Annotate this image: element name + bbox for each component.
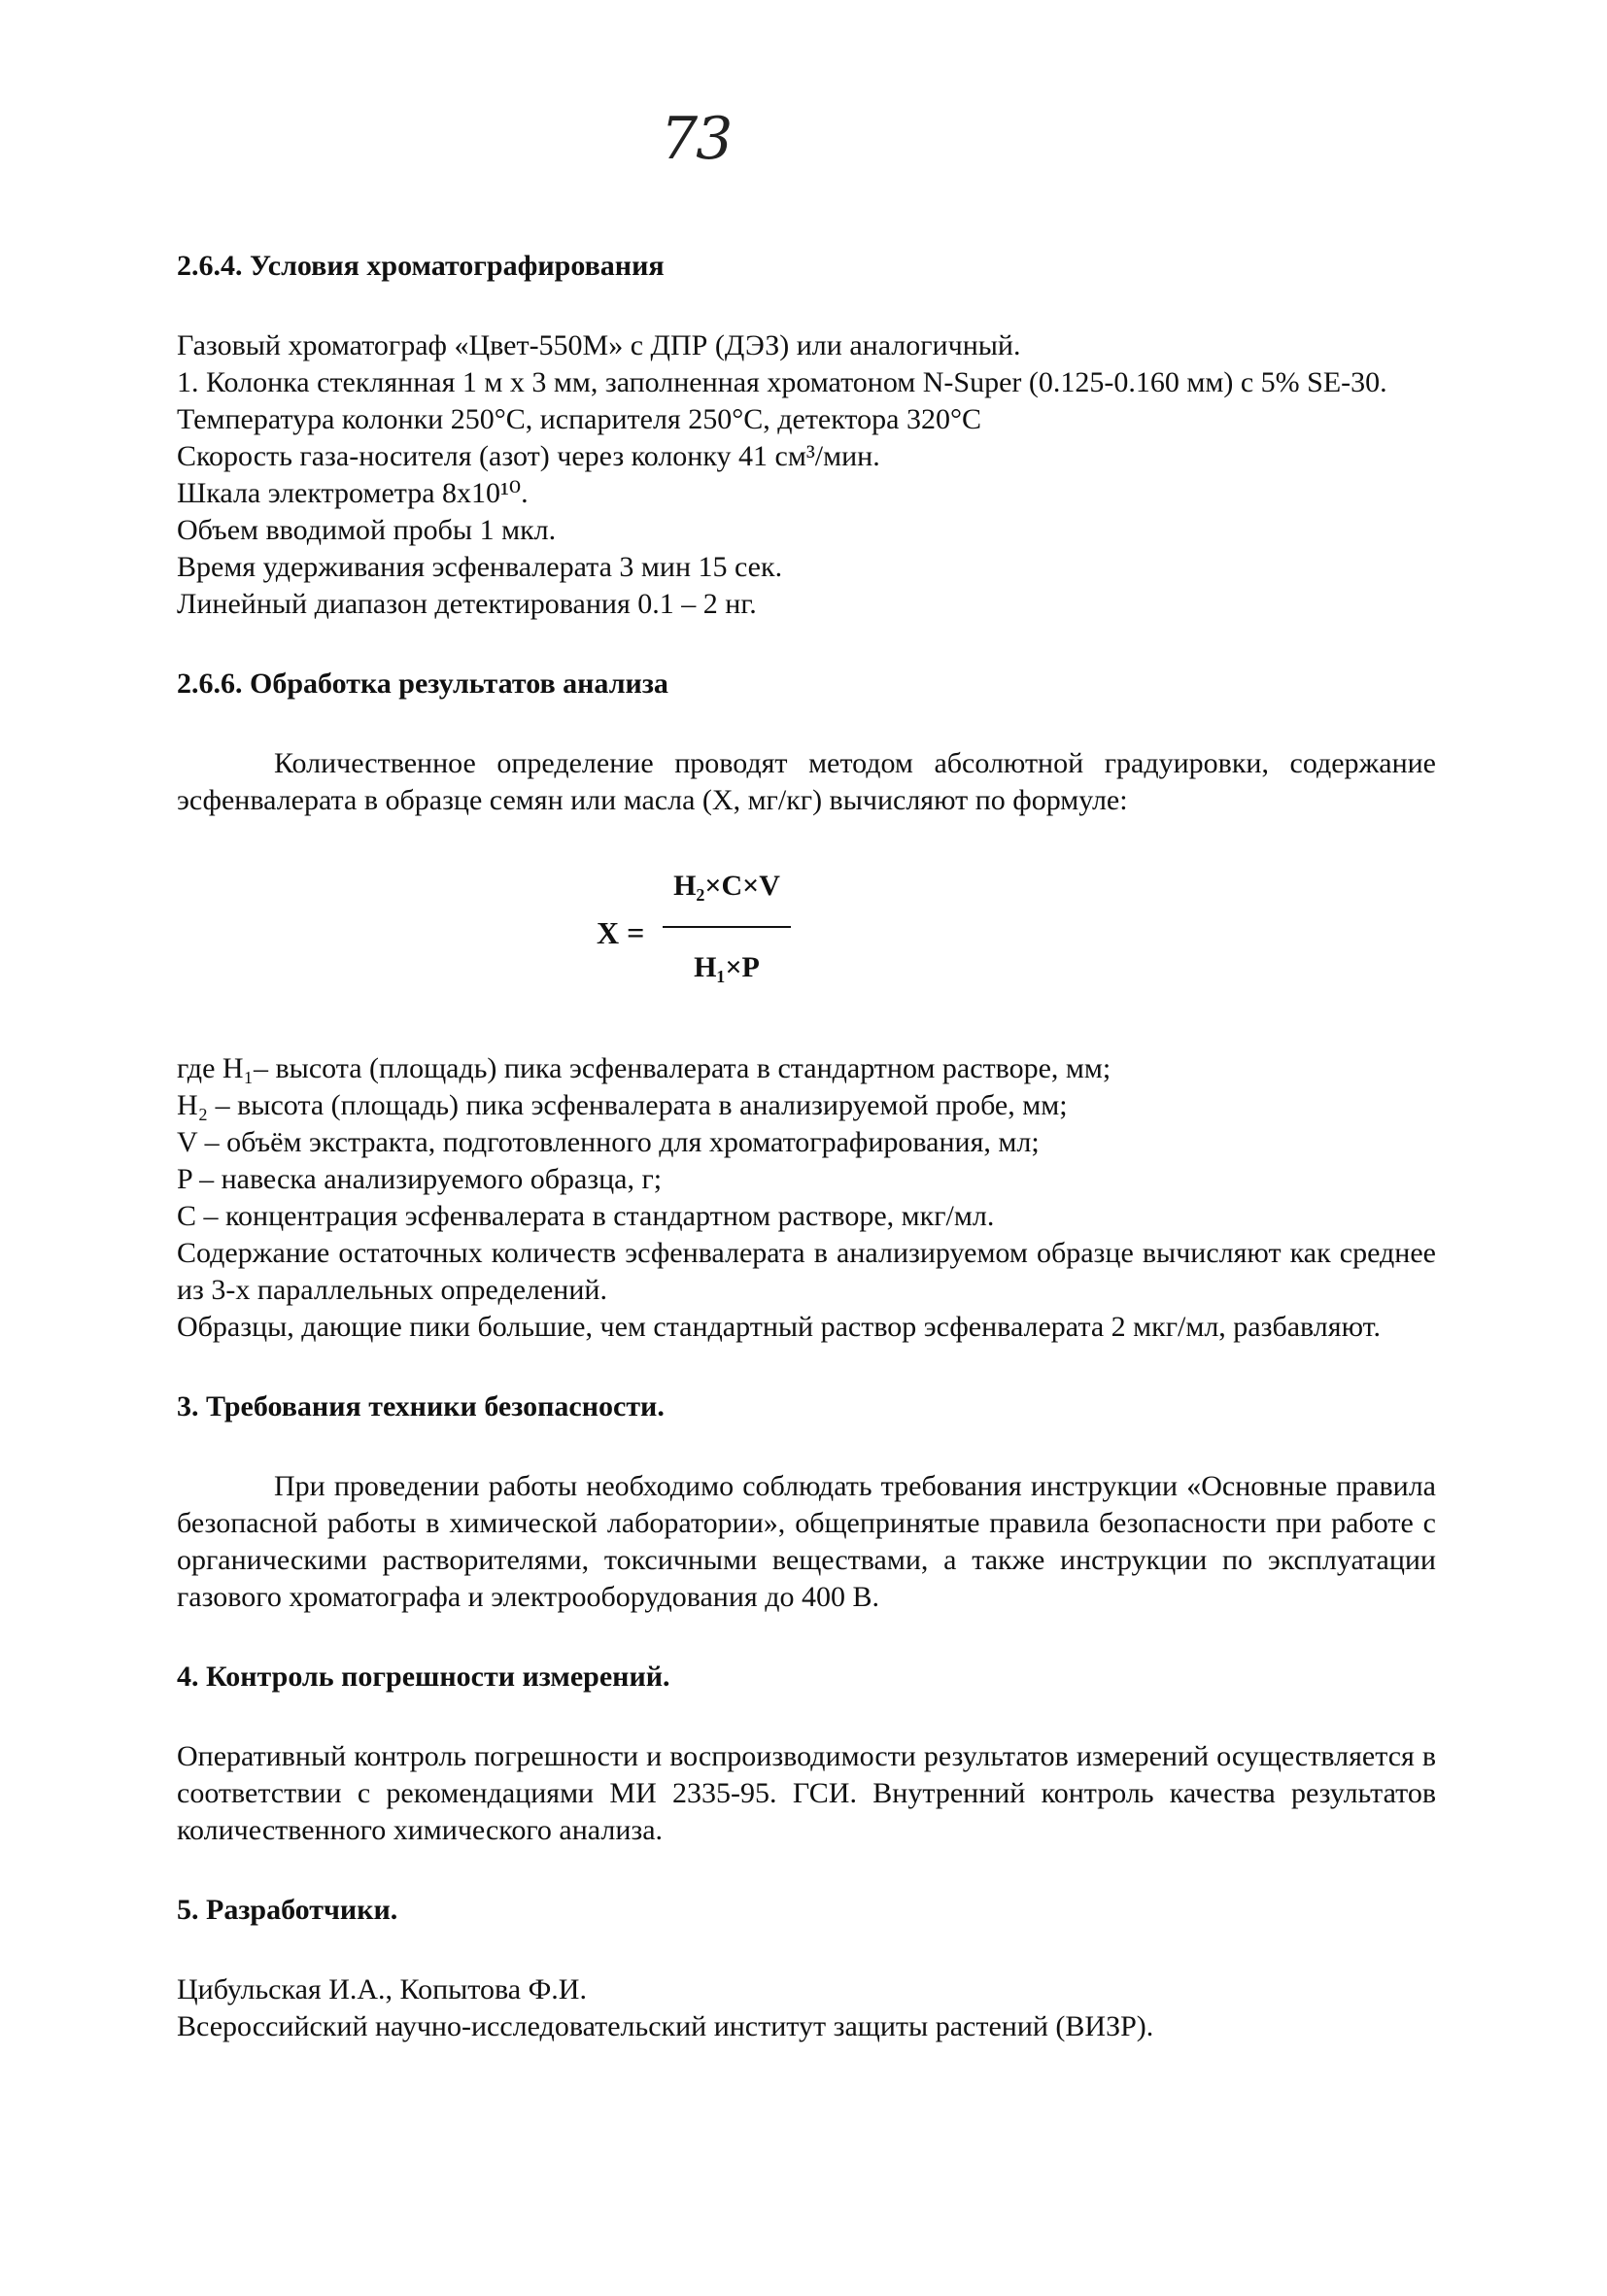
section-heading-3: 3. Требования техники безопасности. (177, 1390, 665, 1422)
definition-p: P – навеска анализируемого образца, г; (177, 1163, 663, 1195)
average-note: Содержание остаточных количеств эсфенвалерата в анализируемом образце вычисляют как среднее из 3-х параллельных определений. (177, 1237, 1436, 1306)
definition-h2: H₂ – высота (площадь) пика эсфенвалерата в анализируемой пробе, мм; (177, 1089, 1068, 1121)
definition-v: V – объём экстракта, подготовленного для хроматографирования, мл; (177, 1126, 1040, 1158)
section-heading-4: 4. Контроль погрешности измерений. (177, 1661, 670, 1693)
formula (177, 868, 1436, 1013)
gas-speed-line: Скорость газа-носителя (азот) через колонку 41 см³/мин. (177, 440, 880, 472)
institute: Всероссийский научно-исследовательский институт защиты растений (ВИЗР). (177, 2010, 1154, 2042)
formula-numerator: H₂×C×V (673, 870, 780, 902)
formula-denominator: H₁×P (694, 951, 760, 983)
definition-c: C – концентрация эсфенвалерата в стандартном растворе, мкг/мл. (177, 1200, 995, 1232)
page-number: 73 (661, 105, 732, 173)
definition-h1: где H₁– высота (площадь) пика эсфенвалерата в стандартном растворе, мм; (177, 1052, 1111, 1084)
sample-volume-line: Объем вводимой пробы 1 мкл. (177, 514, 557, 546)
safety-text: При проведении работы необходимо соблюдать требования инструкции «Основные правила безопасной работы в химической лаборатории», общепринятые правила безопасности при работе с органическими растворителями, токсичными веществами, а также инструкции по эксплуатации газового хроматографа и электрооборудования до 400 В. (177, 1470, 1436, 1613)
section-heading-2-6-4: 2.6.4. Условия хроматографирования (177, 250, 665, 282)
authors: Цибульская И.А., Копытова Ф.И. (177, 1973, 587, 2005)
column-line: 1. Колонка стеклянная 1 м х 3 мм, заполненная хроматоном N-Super (0.125-0.160 мм) с 5% SE-30. (177, 366, 1387, 398)
section-heading-2-6-6: 2.6.6. Обработка результатов анализа (177, 668, 668, 700)
formula-lhs: X = (597, 915, 645, 950)
document-body (177, 248, 1436, 2045)
linear-range-line: Линейный диапазон детектирования 0.1 – 2 нг. (177, 588, 757, 620)
fraction-bar (663, 926, 791, 928)
retention-time-line: Время удерживания эсфенвалерата 3 мин 15 сек. (177, 551, 783, 583)
dilution-note: Образцы, дающие пики большие, чем стандартный раствор эсфенвалерата 2 мкг/мл, разбавляют. (177, 1311, 1381, 1343)
chromatograph-line: Газовый хроматограф «Цвет-550М» с ДПР (ДЭЗ) или аналогичный. (177, 329, 1021, 361)
calculation-intro: Количественное определение проводят методом абсолютной градуировки, содержание эсфенвалерата в образце семян или масла (Х, мг/кг) вычисляют по формуле: (177, 747, 1436, 816)
section-heading-5: 5. Разработчики. (177, 1894, 398, 1926)
electrometer-line: Шкала электрометра 8х10¹⁰. (177, 477, 529, 509)
error-control-text: Оперативный контроль погрешности и воспроизводимости результатов измерений осуществляется в соответствии с рекомендациями МИ 2335-95. ГСИ. Внутренний контроль качества результатов количественного химического анализа. (177, 1740, 1436, 1846)
temperature-line: Температура колонки 250°С, испарителя 250°С, детектора 320°С (177, 403, 981, 435)
